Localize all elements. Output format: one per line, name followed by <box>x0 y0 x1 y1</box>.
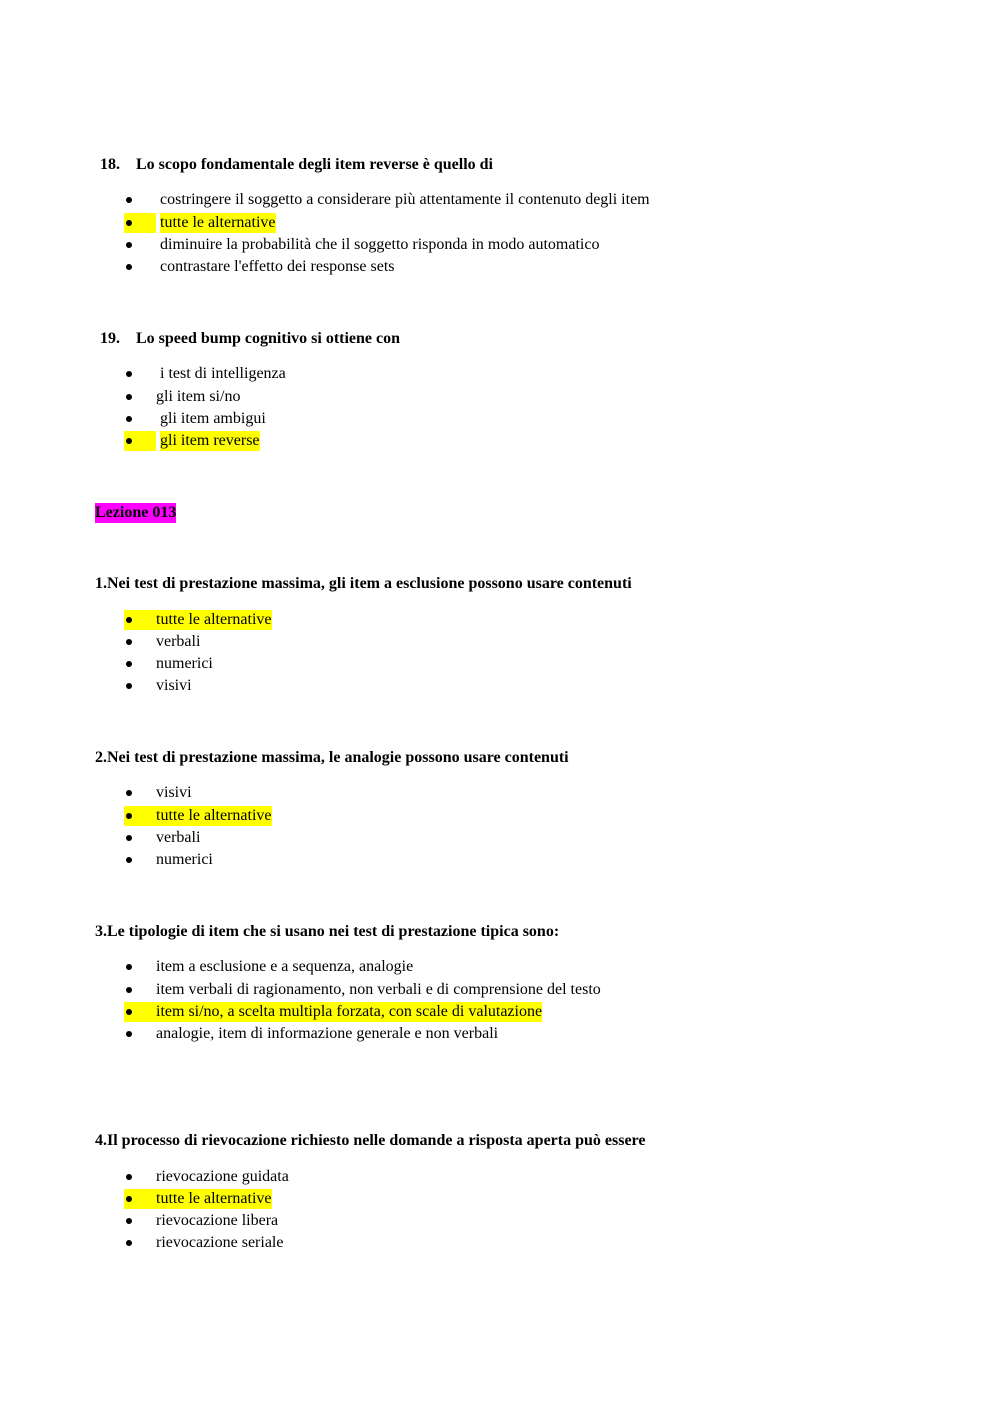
bullet-icon <box>124 1167 156 1187</box>
option-text: tutte le alternative <box>156 611 272 628</box>
option-text: contrastare l'effetto dei response sets <box>160 258 395 275</box>
bullet-icon <box>124 1024 156 1044</box>
option-text: gli item ambigui <box>160 410 266 427</box>
bullet-icon <box>124 1211 156 1231</box>
option-text: numerici <box>156 655 213 672</box>
option-text: verbali <box>156 633 201 650</box>
bullet-icon <box>124 654 156 674</box>
bullet-icon <box>124 1233 156 1253</box>
bullet-icon <box>124 1189 156 1209</box>
bullet-icon <box>124 850 156 870</box>
bullet-icon <box>124 1002 156 1022</box>
bullet-icon <box>124 676 156 696</box>
question-title <box>100 329 400 349</box>
question-title: 1.Nei test di prestazione massima, gli item a esclusione possono usare contenuti <box>95 575 632 592</box>
option-text: costringere il soggetto a considerare più attentamente il contenuto degli item <box>160 191 650 208</box>
option-text: i test di intelligenza <box>160 365 286 382</box>
bullet-icon <box>124 235 156 255</box>
option-text: item si/no, a scelta multipla forzata, con scale di valutazione <box>156 1003 543 1020</box>
question-text: Lo scopo fondamentale degli item reverse è quello di <box>136 156 493 173</box>
option-text: gli item si/no <box>156 388 241 405</box>
bullet-icon <box>124 783 156 803</box>
lesson-heading: Lezione 013 <box>95 504 177 521</box>
bullet-icon <box>124 806 156 826</box>
option-text: item a esclusione e a sequenza, analogie <box>156 958 414 975</box>
option-text: visivi <box>156 784 192 801</box>
question-title: 3.Le tipologie di item che si usano nei test di prestazione tipica sono: <box>95 923 560 940</box>
option-text: tutte le alternative <box>156 1190 272 1207</box>
option-text: rievocazione seriale <box>156 1234 284 1251</box>
option-text: verbali <box>156 829 201 846</box>
question-number: 18. <box>100 156 120 173</box>
question-text: Lo speed bump cognitivo si ottiene con <box>136 330 401 347</box>
bullet-icon <box>124 980 156 1000</box>
bullet-icon <box>124 364 156 384</box>
option-text: numerici <box>156 851 213 868</box>
option-text: analogie, item di informazione generale e non verbali <box>156 1025 499 1042</box>
option-text: rievocazione libera <box>156 1212 279 1229</box>
option-text: item verbali di ragionamento, non verbali e di comprensione del testo <box>156 981 601 998</box>
bullet-icon <box>124 957 156 977</box>
bullet-icon <box>124 190 156 210</box>
bullet-icon <box>124 257 156 277</box>
question-title: 2.Nei test di prestazione massima, le analogie possono usare contenuti <box>95 749 569 766</box>
bullet-icon <box>124 431 156 451</box>
bullet-icon <box>124 213 156 233</box>
bullet-icon <box>124 632 156 652</box>
option-text: visivi <box>156 677 192 694</box>
question-title <box>100 155 493 175</box>
option-text: gli item reverse <box>160 432 260 449</box>
question-title: 4.Il processo di rievocazione richiesto nelle domande a risposta aperta può essere <box>95 1132 646 1149</box>
bullet-icon <box>124 409 156 429</box>
option-text: tutte le alternative <box>156 807 272 824</box>
question-number: 19. <box>100 330 120 347</box>
bullet-icon <box>124 610 156 630</box>
bullet-icon <box>124 387 156 407</box>
option-text: tutte le alternative <box>160 214 276 231</box>
bullet-icon <box>124 828 156 848</box>
option-text: rievocazione guidata <box>156 1168 289 1185</box>
option-text: diminuire la probabilità che il soggetto risponda in modo automatico <box>160 236 600 253</box>
